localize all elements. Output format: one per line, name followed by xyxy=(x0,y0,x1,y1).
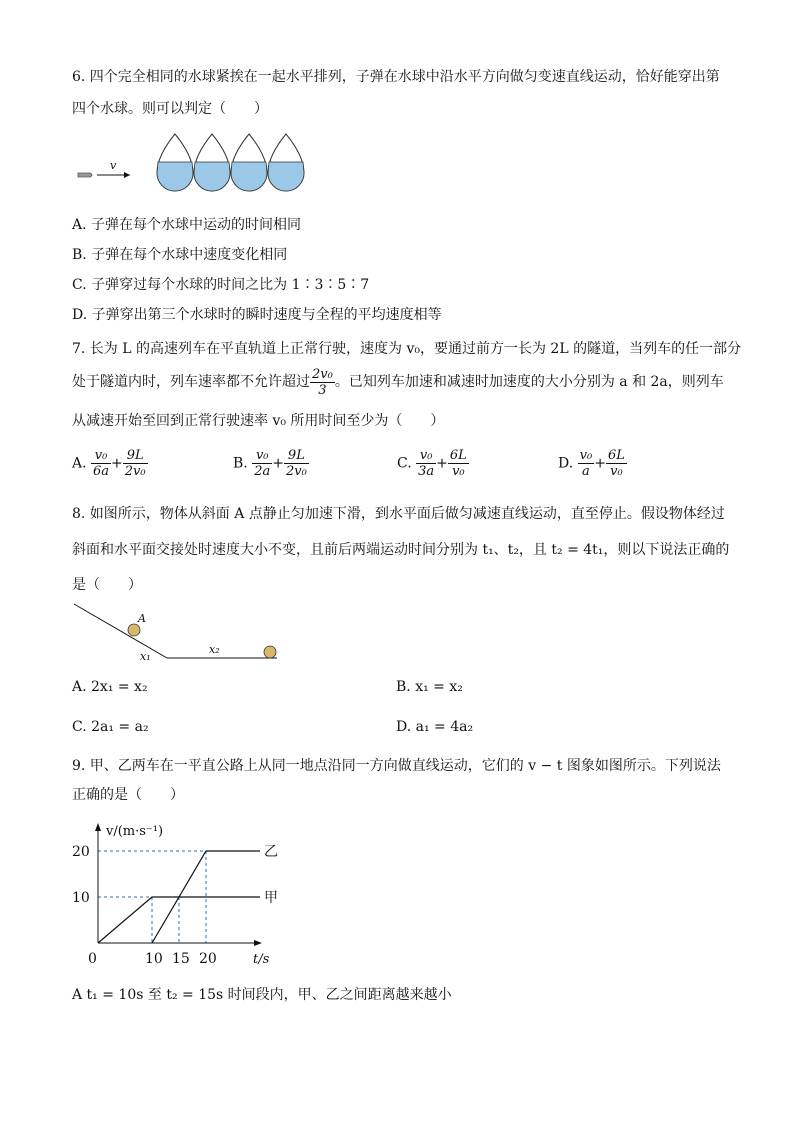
q8-stem-line1: 8. 如图所示，物体从斜面 A 点静止匀加速下滑，到水平面后做匀减速直线运动，直至停止。假设物体经过 xyxy=(72,506,725,522)
q6-figure xyxy=(72,128,312,200)
y-axis-label: v/(m·s⁻¹) xyxy=(106,824,164,839)
fraction-num: 6L xyxy=(607,448,625,463)
fraction-num: v₀ xyxy=(416,448,436,464)
option-label: C. xyxy=(397,455,412,472)
fraction xyxy=(91,448,111,479)
q6-option-b[interactable]: B. 子弹在每个水球中速度变化相同 xyxy=(72,247,288,263)
q7-line2-text-a: 处于隧道内时，列车速率都不允许超过 xyxy=(72,374,310,390)
x-axis-arrow xyxy=(254,940,262,946)
fraction xyxy=(578,448,595,479)
x-tick-label: 10 xyxy=(145,951,163,967)
q6-stem-line2: 四个水球。则可以判定（ ） xyxy=(72,101,268,117)
fraction-num: 6L xyxy=(449,448,467,463)
water-fill xyxy=(231,162,267,191)
q8-option-a[interactable]: A. 2x₁ = x₂ xyxy=(72,679,148,695)
velocity-label: v xyxy=(110,159,117,172)
q7-stem-line3: 从减速开始至回到正常行驶速率 v₀ 所用时间至少为（ ） xyxy=(72,413,445,429)
option-label: B. xyxy=(233,455,248,472)
series-label-乙: 乙 xyxy=(264,844,278,860)
ball-a-icon xyxy=(128,624,140,636)
fraction xyxy=(448,448,469,479)
ball-end-icon xyxy=(264,646,276,658)
q8-option-b[interactable]: B. x₁ = x₂ xyxy=(396,679,463,695)
y-tick-label: 10 xyxy=(72,890,90,906)
fraction-den: 2v₀ xyxy=(124,464,146,479)
fraction-den: 2v₀ xyxy=(285,464,307,479)
point-a-label: A xyxy=(138,612,146,625)
x1-label: x₁ xyxy=(140,650,151,663)
q6-option-c[interactable]: C. 子弹穿过每个水球的时间之比为 1∶3∶5∶7 xyxy=(72,277,370,293)
q7-stem-line1: 7. 长为 L 的高速列车在平直轨道上正常行驶，速度为 v₀，要通过前方一长为 2L 的隧道，当列车的任一部分 xyxy=(72,341,742,357)
q9-stem-line1: 9. 甲、乙两车在一平直公路上从同一地点沿同一方向做直线运动，它们的 v − t 图象如图所示。下列说法 xyxy=(72,758,721,774)
fraction-num: v₀ xyxy=(91,448,111,464)
plus-sign: + xyxy=(436,455,448,472)
water-balls xyxy=(157,134,304,191)
option-label: D. xyxy=(558,455,574,472)
plus-sign: + xyxy=(111,455,123,472)
q7-fraction xyxy=(310,367,335,398)
x2-label: x₂ xyxy=(209,643,220,656)
water-fill xyxy=(268,162,304,191)
q7-fraction-num: 2v₀ xyxy=(312,366,333,382)
q8-stem-line3: 是（ ） xyxy=(72,577,142,593)
option-label: A. xyxy=(72,455,87,472)
q7-fraction-den: 3 xyxy=(318,382,327,398)
q8-figure xyxy=(72,600,284,670)
q7-line2-text-b: 。已知列车加速和减速时加速度的大小分别为 a 和 2a，则列车 xyxy=(334,374,724,390)
q8-stem-line2: 斜面和水平面交接处时速度大小不变，且前后两端运动时间分别为 t₁、t₂，且 t₂ = 4t₁，则以下说法正确的 xyxy=(72,542,730,558)
fraction-den: 6a xyxy=(93,464,110,479)
q7-option-b[interactable] xyxy=(233,448,309,479)
x-tick-label: 0 xyxy=(88,951,97,967)
fraction xyxy=(123,448,148,479)
q8-option-c[interactable]: C. 2a₁ = a₂ xyxy=(72,719,149,735)
q6-option-d[interactable]: D. 子弹穿出第三个水球时的瞬时速度与全程的平均速度相等 xyxy=(72,307,442,323)
fraction-num: 9L xyxy=(123,448,148,464)
bullet-icon xyxy=(78,173,92,177)
q8-option-d[interactable]: D. a₁ = 4a₂ xyxy=(396,719,474,735)
fraction xyxy=(606,448,627,479)
fraction-den: a xyxy=(582,464,590,479)
q7-option-c[interactable] xyxy=(397,448,469,479)
q7-option-a[interactable] xyxy=(72,448,148,479)
fraction-den: v₀ xyxy=(452,464,465,479)
fraction-num: 9L xyxy=(284,448,309,464)
fraction-den: 2a xyxy=(254,464,271,479)
vt-chart xyxy=(70,815,285,970)
x-axis-label: t/s xyxy=(253,952,270,967)
q9-option-a[interactable]: A t₁ = 10s 至 t₂ = 15s 时间段内，甲、乙之间距离越来越小 xyxy=(72,987,452,1003)
water-fill xyxy=(157,162,193,191)
fraction-den: 3a xyxy=(418,464,435,479)
fraction xyxy=(416,448,436,479)
fraction-num: v₀ xyxy=(252,448,272,464)
q7-option-d[interactable] xyxy=(558,448,627,479)
series-label-甲: 甲 xyxy=(264,890,278,906)
water-fill xyxy=(194,162,230,191)
y-axis-arrow xyxy=(95,823,101,831)
x-tick-label: 20 xyxy=(199,951,217,967)
y-tick-label: 20 xyxy=(72,844,90,860)
q6-option-a[interactable]: A. 子弹在每个水球中运动的时间相同 xyxy=(72,217,302,233)
incline-surface xyxy=(74,604,167,658)
fraction xyxy=(284,448,309,479)
plus-sign: + xyxy=(272,455,284,472)
fraction-num: v₀ xyxy=(579,448,593,463)
plus-sign: + xyxy=(594,455,606,472)
chart-ticks xyxy=(72,844,217,967)
q6-stem-line1: 6. 四个完全相同的水球紧挨在一起水平排列，子弹在水球中沿水平方向做匀变速直线运动，恰好能穿出第 xyxy=(72,69,720,85)
fraction xyxy=(252,448,272,479)
x-tick-label: 15 xyxy=(172,951,190,967)
fraction-den: v₀ xyxy=(610,464,623,479)
q7-stem-line2 xyxy=(72,366,724,398)
chart-legend xyxy=(264,844,278,906)
q9-stem-line2: 正确的是（ ） xyxy=(72,787,184,803)
